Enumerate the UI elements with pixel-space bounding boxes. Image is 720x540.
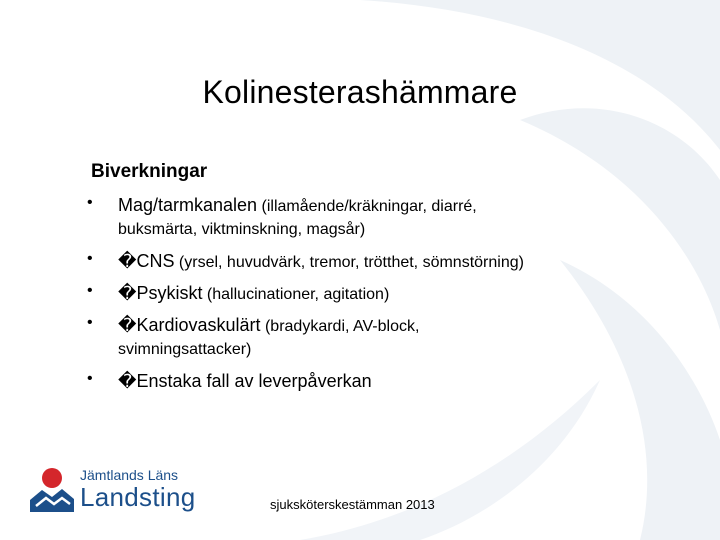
bullet-text: [118, 314, 419, 338]
bullet-text: [118, 194, 477, 218]
bullet-marker: •: [87, 194, 93, 211]
bullet-detail-text: (yrsel, huvudvärk, tremor, trötthet, sömnstörning): [174, 254, 524, 271]
bullet-main-text: Enstaka fall av leverpåverkan: [136, 371, 372, 391]
bullet-detail-text: (hallucinationer, agitation): [202, 286, 390, 303]
organization-logo: [28, 466, 198, 520]
bullet-marker: •: [87, 314, 93, 331]
bullet-text: [118, 250, 524, 274]
bullet-text: [118, 370, 372, 392]
bullet-marker: •: [87, 370, 93, 387]
bullet-marker: •: [87, 282, 93, 299]
section-heading: Biverkningar: [91, 161, 208, 182]
bullet-detail-text: (illamående/kräkningar, diarré,: [257, 198, 477, 215]
bullet-continuation-text: buksmärta, viktminskning, magsår): [118, 221, 366, 238]
bullet-marker: •: [87, 250, 93, 267]
bullet-continuation-text: svimningsattacker): [118, 341, 252, 358]
placeholder-glyph: �: [118, 283, 137, 303]
placeholder-glyph: �: [118, 315, 137, 335]
bullet-main-text: Mag/tarmkanalen: [118, 195, 258, 215]
bullet-detail-text: (bradykardi, AV-block,: [260, 318, 420, 335]
bullet-main-text: CNS: [136, 251, 175, 271]
logo-text-line2: Landsting: [80, 482, 196, 512]
placeholder-glyph: �: [118, 251, 137, 271]
footer-text: sjuksköterskestämman 2013: [270, 497, 435, 512]
bullet-main-text: Psykiskt: [136, 283, 203, 303]
bullet-main-text: Kardiovaskulärt: [136, 315, 261, 335]
slide-title: Kolinesterashämmare: [202, 74, 518, 110]
logo-text-line1: Jämtlands Läns: [80, 467, 179, 483]
placeholder-glyph: �: [118, 371, 137, 391]
logo-mark-icon: [28, 466, 76, 516]
bullet-text: [118, 282, 389, 306]
